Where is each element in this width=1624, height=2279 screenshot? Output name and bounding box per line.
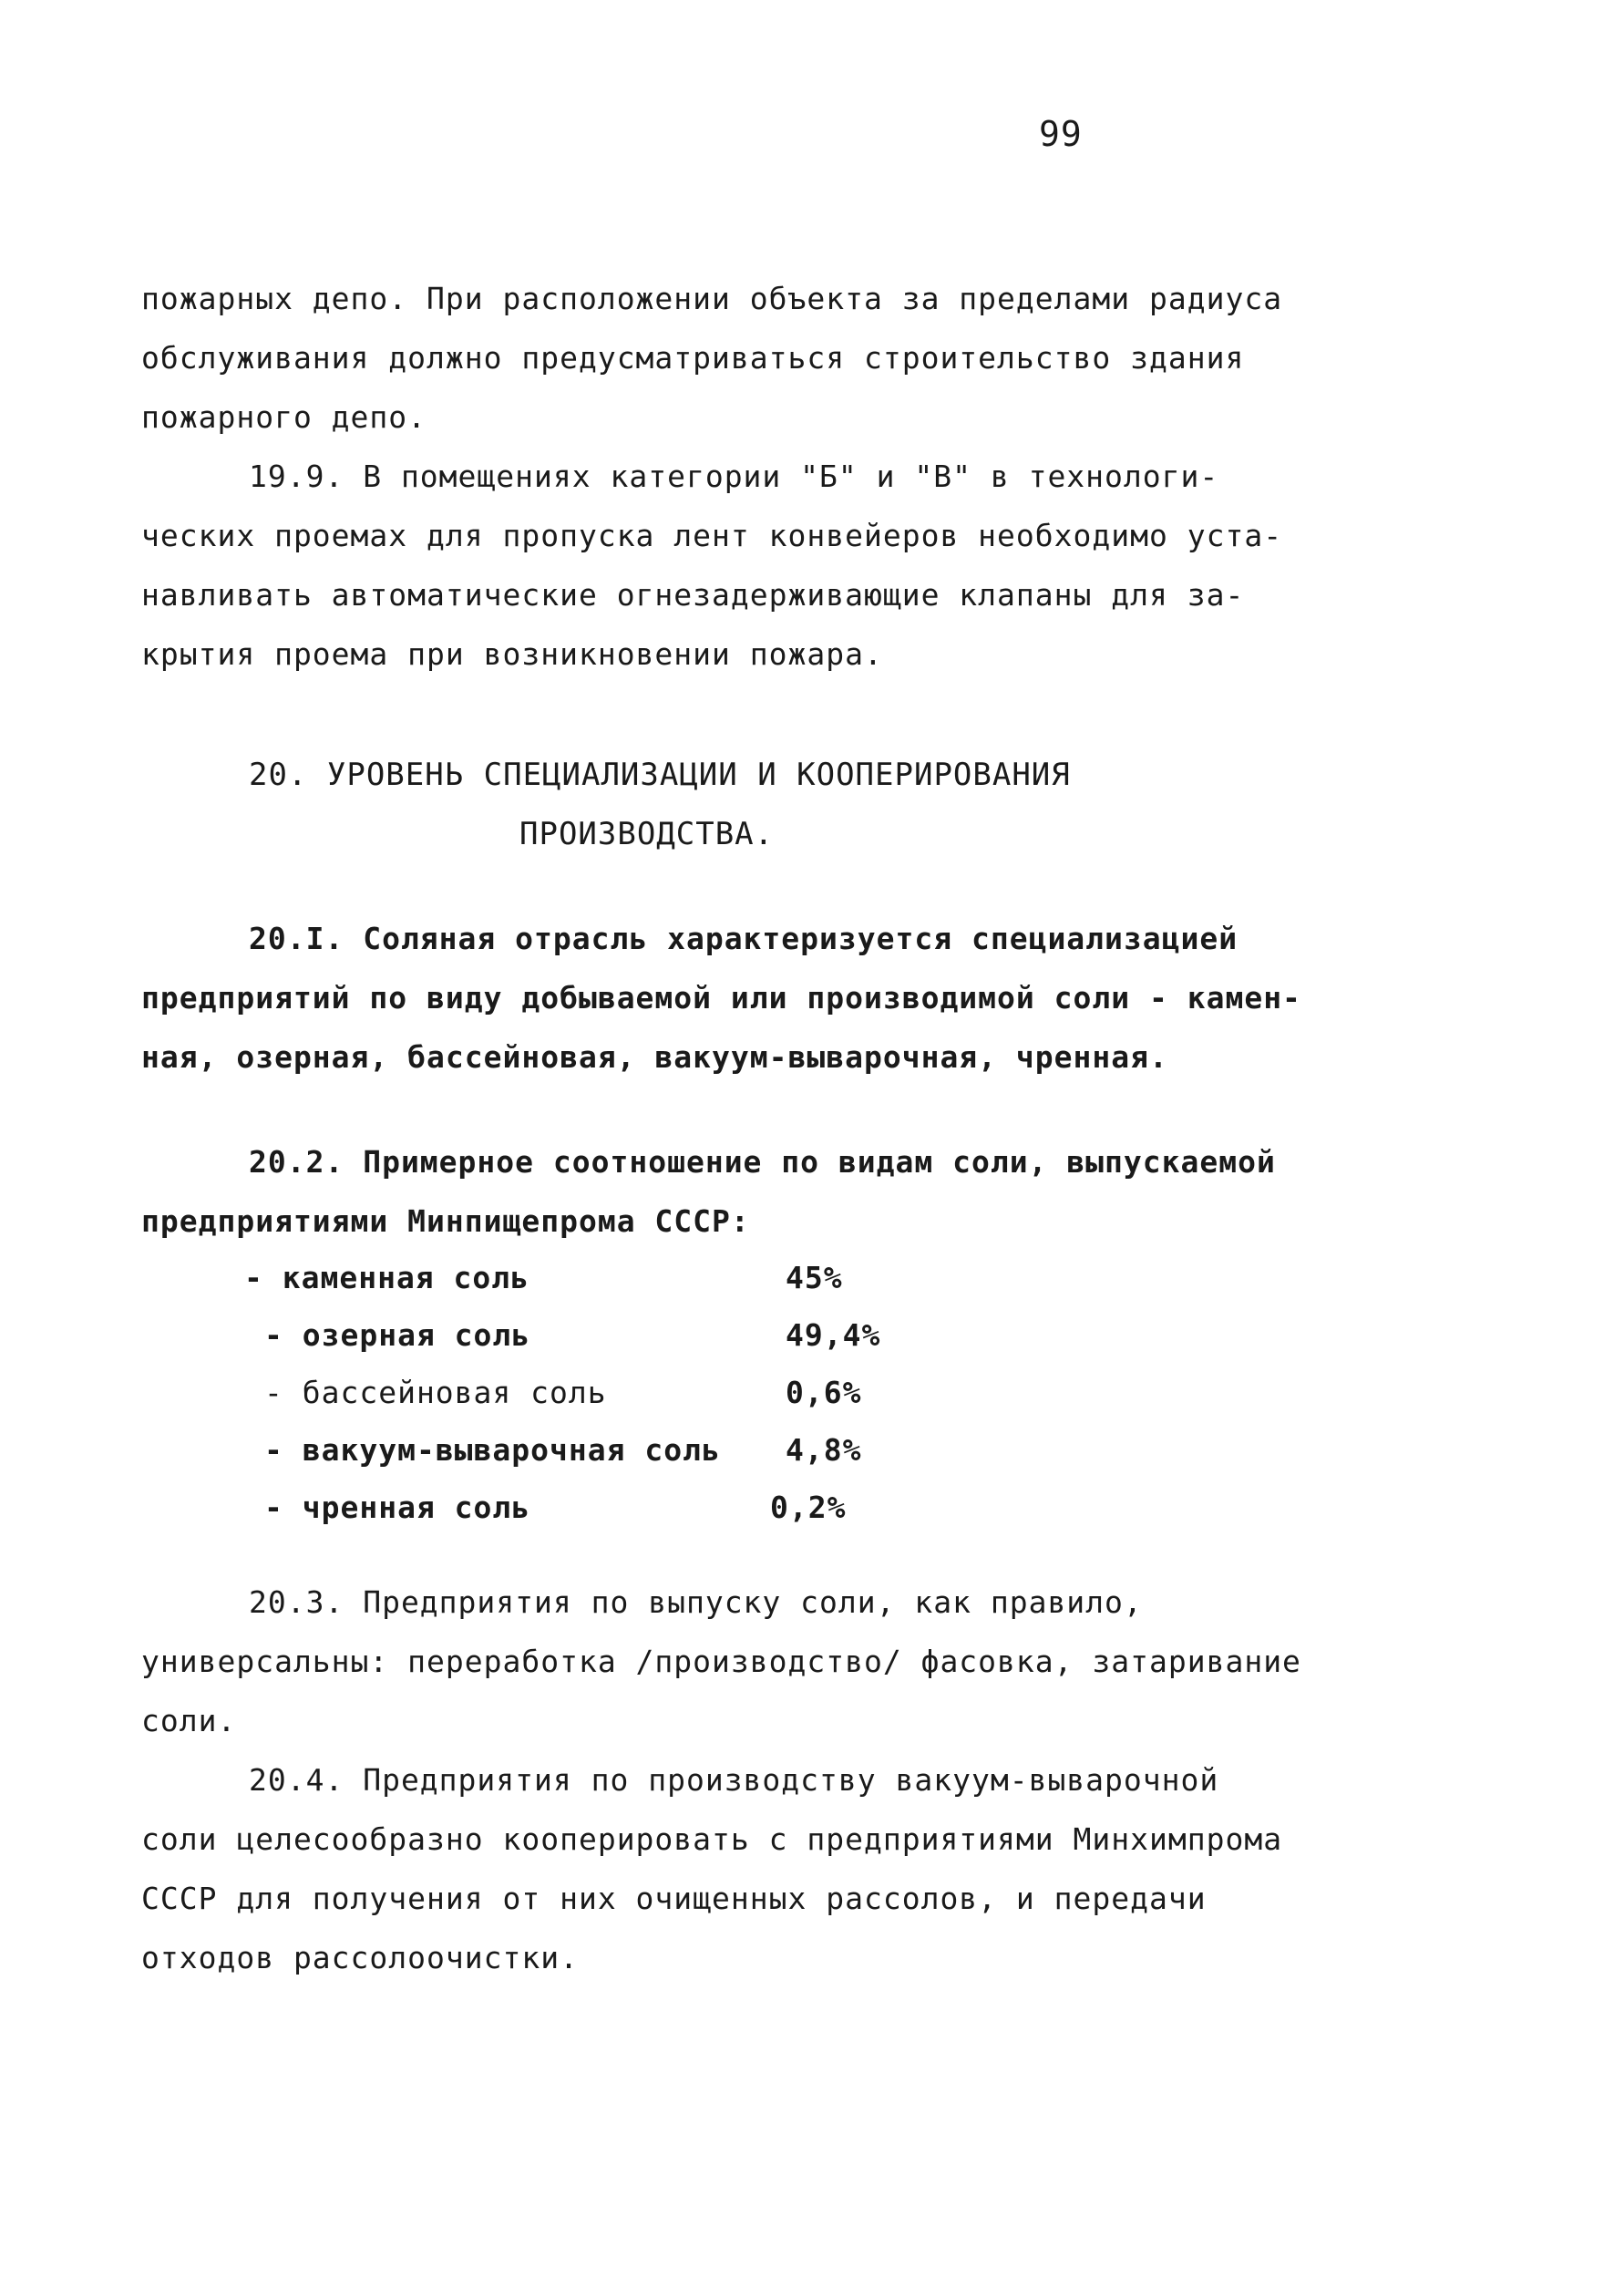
paragraph-20-3-line-1: 20.3. Предприятия по выпуску соли, как правило, <box>249 1584 1143 1620</box>
paragraph-19-9-line-3: навливать автоматические огнезадерживающие клапаны для за- <box>141 577 1245 613</box>
paragraph-20-4-line-4: отходов рассолоочистки. <box>141 1940 579 1975</box>
salt-list-label-4: - вакуум-выварочная соль <box>264 1432 721 1468</box>
page-number: 99 <box>1039 114 1083 154</box>
salt-list-value-5: 0,2% <box>770 1490 847 1525</box>
salt-list-value-1: 45% <box>786 1260 843 1295</box>
paragraph-19-9-line-4: крытия проема при возникновении пожара. <box>141 636 883 672</box>
paragraph-19-8-line-1: пожарных депо. При расположении объекта за пределами радиуса <box>141 281 1283 316</box>
section-heading-line-1: 20. УРОВЕНЬ СПЕЦИАЛИЗАЦИИ И КООПЕРИРОВАНИЯ <box>249 757 1071 793</box>
paragraph-19-8-line-2: обслуживания должно предусматриваться строительство здания <box>141 340 1245 376</box>
paragraph-19-8-line-3: пожарного депо. <box>141 399 427 435</box>
salt-list-label-2: - озерная соль <box>264 1317 531 1353</box>
paragraph-19-9-line-2: ческих проемах для пропуска лент конвейеров необходимо уста- <box>141 518 1283 553</box>
section-heading-line-2: ПРОИЗВОДСТВА. <box>519 816 775 852</box>
paragraph-20-4-line-1: 20.4. Предприятия по производству вакуум-выварочной <box>249 1762 1219 1798</box>
paragraph-20-4-line-2: соли целесообразно кооперировать с предприятиями Минхимпрома <box>141 1821 1283 1857</box>
paragraph-19-9-line-1: 19.9. В помещениях категории "Б" и "В" в технологи- <box>249 459 1219 494</box>
paragraph-20-2-line-1: 20.2. Примерное соотношение по видам соли, выпускаемой <box>249 1144 1276 1180</box>
salt-list-value-3: 0,6% <box>786 1375 862 1410</box>
paragraph-20-3-line-2: универсальны: переработка /производство/ фасовка, затаривание <box>141 1644 1301 1679</box>
paragraph-20-1-line-1: 20.I. Соляная отрасль характеризуется специализацией <box>249 921 1239 956</box>
paragraph-20-4-line-3: СССР для получения от них очищенных рассолов, и передачи <box>141 1881 1207 1916</box>
salt-list-value-4: 4,8% <box>786 1432 862 1468</box>
paragraph-20-1-line-2: предприятий по виду добываемой или производимой соли - камен- <box>141 980 1301 1016</box>
salt-list-value-2: 49,4% <box>786 1317 881 1353</box>
salt-list-label-1: - каменная соль <box>244 1260 530 1295</box>
paragraph-20-2-line-2: предприятиями Минпищепрома СССР: <box>141 1203 750 1239</box>
salt-list-label-3: - бассейновая соль <box>264 1375 607 1410</box>
paragraph-20-3-line-3: соли. <box>141 1703 237 1738</box>
salt-list-label-5: - чренная соль <box>264 1490 531 1525</box>
paragraph-20-1-line-3: ная, озерная, бассейновая, вакуум-выварочная, чренная. <box>141 1039 1168 1075</box>
